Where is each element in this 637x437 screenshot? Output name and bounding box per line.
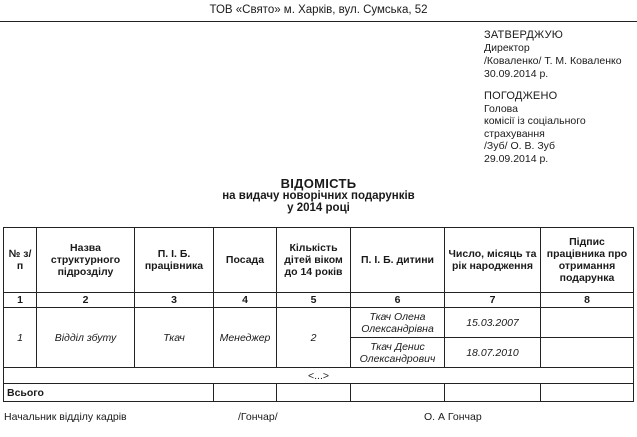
table-header-row xyxy=(4,228,634,293)
column-number: 4 xyxy=(214,293,277,308)
row-child-birthdate: 18.07.2010 xyxy=(445,338,541,368)
column-number: 6 xyxy=(351,293,445,308)
row-position: Менеджер xyxy=(214,308,277,368)
row-child-name: Ткач Денис Олександрович xyxy=(351,338,445,368)
row-child-birthdate: 15.03.2007 xyxy=(445,308,541,338)
row-department: Відділ збуту xyxy=(37,308,135,368)
ellipsis-cell: <...> xyxy=(4,368,634,384)
column-number: 2 xyxy=(37,293,135,308)
total-row xyxy=(4,384,634,402)
footer-position: Начальник відділу кадрів xyxy=(4,411,127,423)
gift-distribution-table xyxy=(3,227,634,402)
row-signature-cell xyxy=(541,338,634,368)
column-number: 1 xyxy=(4,293,37,308)
total-cell xyxy=(351,384,445,402)
row-child-name: Ткач Олена Олександрівна xyxy=(351,308,445,338)
column-header-position: Посада xyxy=(214,228,277,293)
approval-position: Директор xyxy=(484,42,530,54)
total-cell xyxy=(214,384,277,402)
column-header-number: № з/п xyxy=(4,228,37,293)
approval-signature: /Коваленко/ Т. М. Коваленко xyxy=(484,55,622,67)
total-cell xyxy=(541,384,634,402)
agreement-signature: /Зуб/ О. В. Зуб xyxy=(484,140,556,153)
organization-header: ТОВ «Свято» м. Харків, вул. Сумська, 52 xyxy=(209,4,428,16)
row-children-count: 2 xyxy=(277,308,351,368)
agreement-position: Голова xyxy=(484,102,518,115)
total-label: Всього xyxy=(4,384,214,402)
document-subtitle-line2: у 2014 році xyxy=(287,202,350,214)
footer-name: О. А Гончар xyxy=(424,411,482,423)
approval-heading: ЗАТВЕРДЖУЮ xyxy=(484,29,564,41)
agreement-heading: ПОГОДЖЕНО xyxy=(484,90,558,102)
column-header-signature: Підпис працівника про отримання подарунка xyxy=(541,228,634,293)
row-employee: Ткач xyxy=(135,308,214,368)
column-number: 3 xyxy=(135,293,214,308)
column-number-row xyxy=(4,293,634,308)
column-header-birthdate: Число, місяць та рік народження xyxy=(445,228,541,293)
column-number: 7 xyxy=(445,293,541,308)
approval-block xyxy=(484,29,634,81)
document-subtitle-line1: на видачу новорічних подарунків xyxy=(222,190,415,202)
ellipsis-row xyxy=(4,368,634,384)
approval-date: 30.09.2014 р. xyxy=(484,68,549,80)
table-row xyxy=(4,308,634,338)
footer-signature: /Гончар/ xyxy=(238,411,278,423)
header-divider xyxy=(0,21,637,22)
column-header-child-name: П. І. Б. дитини xyxy=(351,228,445,293)
row-signature-cell xyxy=(541,308,634,338)
total-cell xyxy=(445,384,541,402)
column-number: 8 xyxy=(541,293,634,308)
document-title: ВІДОМІСТЬ xyxy=(280,176,357,191)
column-number: 5 xyxy=(277,293,351,308)
row-number: 1 xyxy=(4,308,37,368)
agreement-date: 29.09.2014 р. xyxy=(484,152,549,165)
agreement-body-line2: страхування xyxy=(484,127,545,140)
agreement-body-line1: комісії із соціального xyxy=(484,115,586,128)
total-cell xyxy=(277,384,351,402)
agreement-block xyxy=(484,90,634,166)
column-header-children-count: Кількість дітей віком до 14 років xyxy=(277,228,351,293)
column-header-employee: П. І. Б. працівника xyxy=(135,228,214,293)
column-header-department: Назва структурного підрозділу xyxy=(37,228,135,293)
